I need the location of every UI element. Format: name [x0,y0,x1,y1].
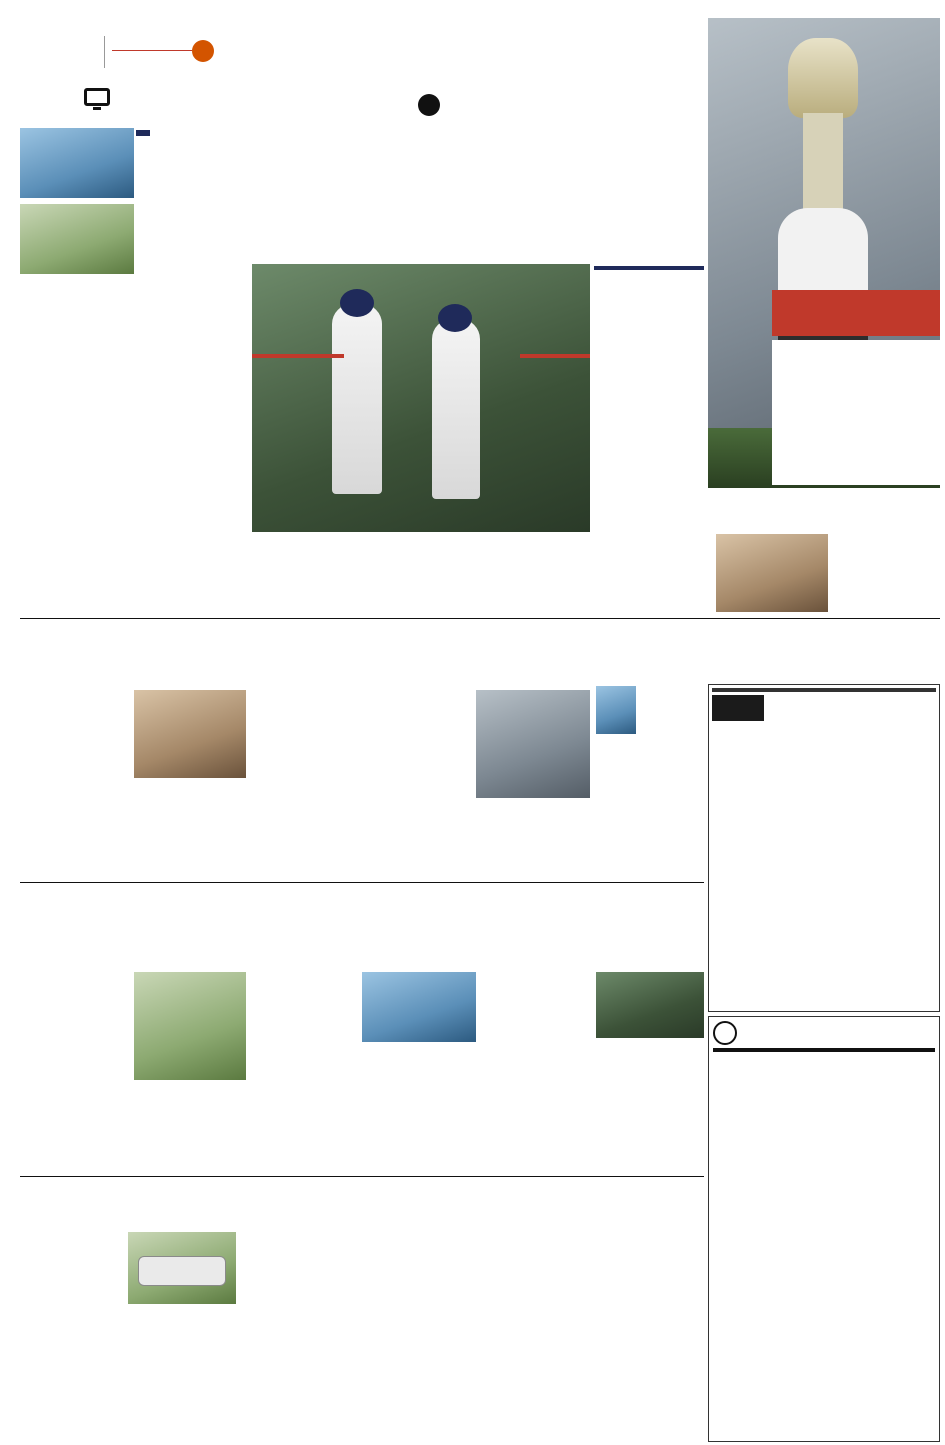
doshi-byline-wrap [362,676,492,684]
doshi-body2 [476,802,590,878]
aditya-logo [712,695,764,721]
prithvi-body2 [362,1046,476,1156]
divider-3 [20,1176,704,1177]
olympic-body1 [20,984,128,1134]
ganguly-body3 [250,676,354,878]
doshi-photo [476,690,590,798]
mpbdc-notice-title [713,1048,935,1052]
team-underline [112,50,192,51]
divider-2 [20,882,704,883]
nuego-bus-photo [128,1232,236,1304]
lead-sub-body1 [252,564,362,612]
aditya-ad [708,684,940,1012]
iran-body2 [478,1232,588,1442]
pant-name [520,354,590,358]
scorecard [594,266,704,532]
vondrousova-story [716,498,940,614]
rahul-name [252,354,344,358]
iran-body3 [594,1232,704,1442]
aditya-company [712,688,936,692]
olympic-photo [134,972,246,1080]
lead-body [142,292,248,532]
lead-sub-body3 [480,564,590,612]
alcaraz-label-box [772,290,940,336]
lead-sub-body2 [366,564,476,612]
ganguly-body2 [134,780,246,878]
team-divider [104,36,105,68]
swimmer-body [596,660,704,870]
iran-body1 [362,1232,472,1442]
olympic-byline-wrap [20,950,246,958]
golf-photo [20,204,134,274]
aditya-office [768,695,936,721]
nuego-body1 [20,1232,124,1442]
ganguly-photo [134,690,246,778]
lead-byline [142,264,248,274]
scorecard-title [594,266,704,270]
nuego-body2 [128,1306,236,1442]
vondrousova-body [832,534,940,614]
vs-badge [192,40,214,62]
tv-icon [84,88,110,106]
doshi-body1 [362,712,472,878]
ganguly-body1 [20,702,128,878]
pant-stats [520,354,590,362]
mpbdc-ad [708,1016,940,1442]
lead-sub-body4 [594,564,704,612]
rahul-stats [252,354,312,362]
brief-photo [20,128,134,198]
alcaraz-body [772,340,940,485]
ganguly-byline-wrap [20,672,250,680]
snooker-body2 [596,1042,704,1156]
vondrousova-photo [716,534,828,612]
match-photo [252,264,590,532]
wi-body [710,640,940,680]
snooker-photo [596,972,704,1038]
brief-column [20,124,134,648]
prithvi-byline-wrap [250,950,476,958]
olympic-body2 [134,1082,246,1156]
divider-1 [20,618,940,619]
lead-tag [136,130,150,136]
prithvi-body1 [250,984,358,1156]
mpbdc-logo-icon [713,1021,737,1045]
snooker-body1 [482,994,590,1156]
prithvi-photo [362,972,476,1042]
nuego-body3 [240,1232,350,1442]
page-number [418,94,440,116]
